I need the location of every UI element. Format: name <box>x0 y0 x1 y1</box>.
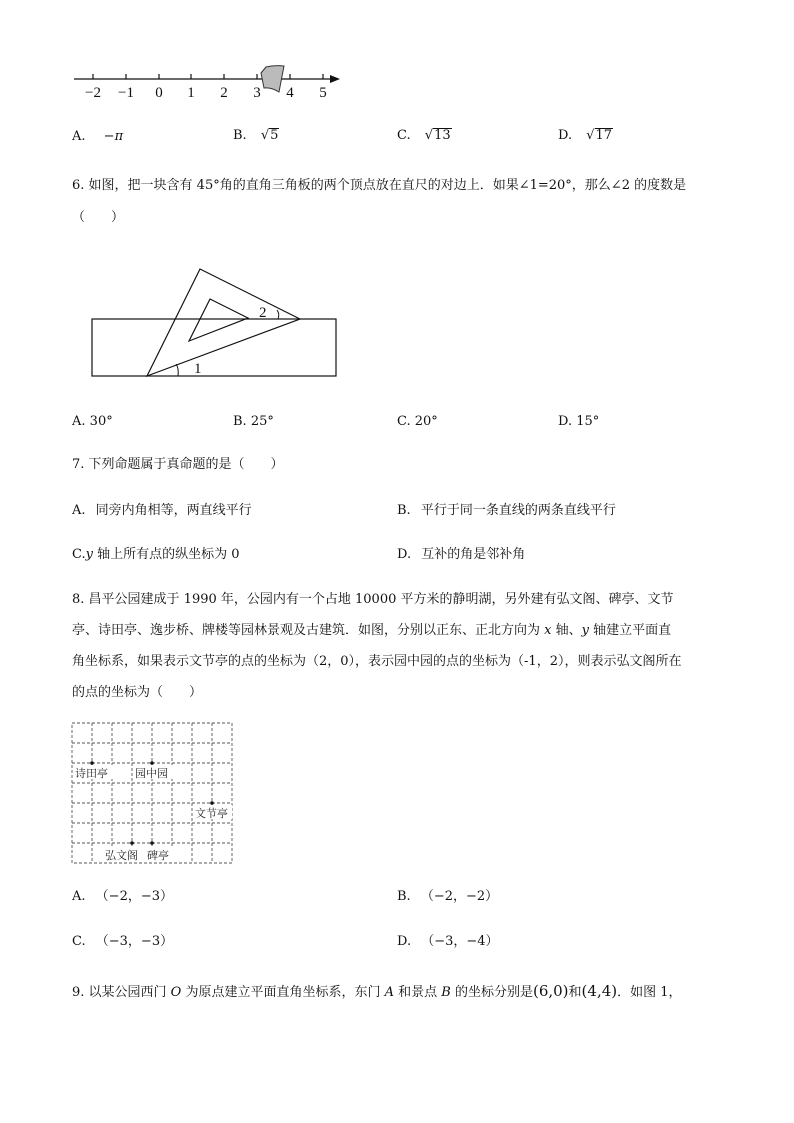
q5-option-b[interactable] <box>233 128 279 143</box>
q7-option-c[interactable] <box>72 548 240 561</box>
q8-option-b[interactable] <box>397 890 498 903</box>
option-letter: D. <box>558 128 573 143</box>
option-text: 15° <box>576 414 600 429</box>
q7-option-b[interactable] <box>397 504 616 517</box>
tick-label: 3 <box>253 85 261 101</box>
beiting-label: 碑亭 <box>147 849 169 862</box>
option-letter: D. <box>558 414 573 429</box>
option-letter: B. <box>233 128 247 143</box>
option-text: −π <box>103 129 124 144</box>
hongwen-point <box>130 841 134 845</box>
q5-option-d[interactable] <box>558 128 613 143</box>
angle1-arc <box>176 364 178 376</box>
q9-stem <box>72 984 682 999</box>
variable-a: A <box>384 985 394 1000</box>
text: 的坐标分别是 <box>450 985 533 1000</box>
text: 9. 以某公园西门 <box>72 985 171 1000</box>
park-map-grid <box>70 721 236 867</box>
option-letter: A. <box>72 889 86 904</box>
radicand: 13 <box>434 128 451 143</box>
yuanzhong-point <box>150 761 154 765</box>
variable-y: y <box>85 547 93 562</box>
option-letter: B. <box>233 414 247 429</box>
option-text: 20° <box>414 414 438 429</box>
q6-option-d[interactable] <box>558 415 599 428</box>
tick-label: 1 <box>187 85 195 101</box>
q7-stem: 7. 下列命题属于真命题的是（ ） <box>72 457 284 472</box>
text: 轴建立平面直 <box>588 623 672 638</box>
beiting-point <box>150 841 154 845</box>
option-letter: B. <box>397 889 411 904</box>
tick-label: 4 <box>286 85 294 101</box>
angle2-arc <box>277 310 279 319</box>
q8-stem-line2 <box>72 624 671 637</box>
q6-stem-line1: 6. 如图，把一块含有 45°角的直角三角板的两个顶点放在直尺的对边上．如果∠1=20°，那么∠2 的度数是 <box>72 178 687 193</box>
option-text: 同旁内角相等，两直线平行 <box>95 503 252 518</box>
radicand: 5 <box>270 128 279 143</box>
number-line-arrow <box>330 75 340 83</box>
wenjie-point <box>210 801 214 805</box>
coordinate: (6,0) <box>532 982 569 1000</box>
text: 亭、诗田亭、逸步桥、牌楼等园林景观及古建筑．如图，分别以正东、正北方向为 <box>72 623 545 638</box>
option-letter: C. <box>397 128 411 143</box>
q8-option-c[interactable] <box>72 935 173 948</box>
text: 和景点 <box>394 985 442 1000</box>
option-letter: D. <box>397 934 412 949</box>
text: 轴、 <box>551 623 582 638</box>
ruler <box>92 319 336 376</box>
option-text: 轴上所有点的纵坐标为 0 <box>92 547 240 562</box>
q8-stem-line4: 的点的坐标为（ ） <box>72 685 203 700</box>
option-letter: C. <box>72 547 86 562</box>
option-text: 25° <box>250 414 274 429</box>
option-text: （−2，−2） <box>420 889 499 904</box>
q8-stem-line1: 8. 昌平公园建成于 1990 年，公园内有一个占地 10000 平方米的静明湖，另外建有弘文阁、碑亭、文节 <box>72 592 674 607</box>
variable-y: y <box>581 623 589 638</box>
option-letter: A. <box>72 414 86 429</box>
tick-label: 5 <box>319 85 327 101</box>
q8-option-d[interactable] <box>397 935 499 948</box>
angle2-label: 2 <box>259 305 267 321</box>
number-line-figure <box>60 60 350 105</box>
option-text: （−2，−3） <box>95 889 173 904</box>
q5-option-c[interactable] <box>397 128 452 143</box>
set-square-inner <box>189 299 248 341</box>
option-text: （−3，−3） <box>95 934 174 949</box>
text: 为原点建立平面直角坐标系，东门 <box>181 985 385 1000</box>
text: ．如图 1， <box>617 985 682 1000</box>
radical-sign: √ <box>424 128 434 143</box>
yuanzhong-label: 园中园 <box>135 767 168 780</box>
tick-label: 2 <box>220 85 228 101</box>
option-text: 互补的角是邻补角 <box>421 547 526 562</box>
radicand: 17 <box>595 128 613 143</box>
q6-option-b[interactable] <box>233 415 274 428</box>
q7-option-a[interactable] <box>72 504 252 517</box>
radical-sign: √ <box>586 128 595 143</box>
q8-stem-line3: 角坐标系，如果表示文节亭的点的坐标为（2，0），表示园中园的点的坐标为（-1，2），则表示弘文阁所在 <box>72 654 682 669</box>
variable-o: O <box>170 985 182 1000</box>
text: 和 <box>568 985 582 1000</box>
option-text: 30° <box>89 414 113 429</box>
tick-label: −2 <box>85 85 101 101</box>
shitian-point <box>90 761 94 765</box>
option-text: （−3，−4） <box>421 934 499 949</box>
q8-option-a[interactable] <box>72 890 173 903</box>
radical-sign: √ <box>260 128 270 143</box>
shitian-label: 诗田亭 <box>75 767 108 780</box>
hongwen-label: 弘文阁 <box>105 849 138 862</box>
variable-x: x <box>544 623 552 638</box>
q5-option-a[interactable] <box>72 130 123 143</box>
option-letter: C. <box>72 934 86 949</box>
q6-stem-line2: （ ） <box>72 210 125 225</box>
option-letter: B. <box>397 503 411 518</box>
q6-option-a[interactable] <box>72 415 113 428</box>
angle1-label: 1 <box>194 361 202 377</box>
coordinate: (4,4) <box>581 982 618 1000</box>
q7-option-d[interactable] <box>397 548 525 561</box>
wenjie-label: 文节亭 <box>195 807 228 820</box>
tick-label: −1 <box>118 85 134 101</box>
option-letter: C. <box>397 414 411 429</box>
variable-b: B <box>441 985 451 1000</box>
q6-option-c[interactable] <box>397 415 438 428</box>
set-square-outer <box>147 269 300 376</box>
ink-blot-shape <box>261 66 284 92</box>
option-letter: A. <box>72 503 86 518</box>
option-letter: A. <box>72 129 86 144</box>
tick-label: 0 <box>155 85 163 101</box>
option-letter: D. <box>397 547 412 562</box>
ruler-triangle-figure <box>88 265 343 380</box>
option-text: 平行于同一条直线的两条直线平行 <box>420 503 616 518</box>
